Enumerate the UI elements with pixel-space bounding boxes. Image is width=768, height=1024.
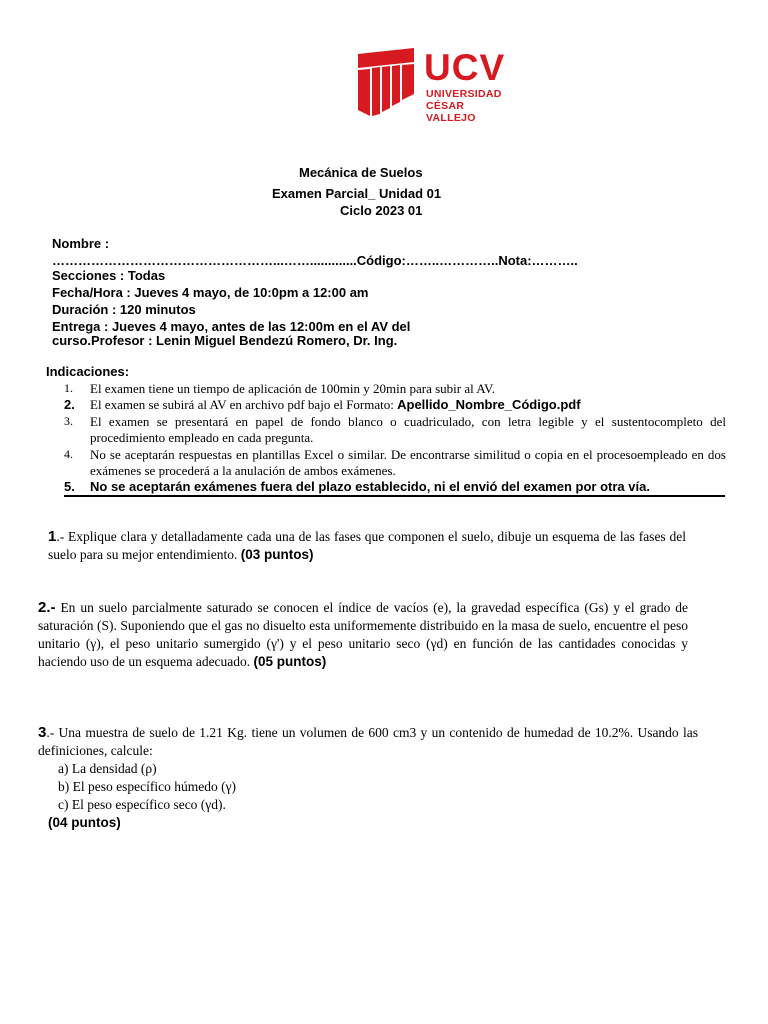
indicacion-text: El examen se presentará en papel de fondo blanco o cuadriculado, con letra legible y el sustentocompleto del procedimiento empleado en cada pregunta. [90, 414, 726, 445]
question-text: Explique clara y detalladamente cada una de las fases que componen el suelo, dibuje un esquema de las fases del suelo para su mejor entendimiento. [48, 529, 686, 562]
indicacion-text-part: El examen se subirá al AV en archivo pdf bajo el Formato: [90, 397, 398, 412]
question-1 [48, 528, 686, 564]
indicaciones-heading: Indicaciones: [46, 364, 130, 379]
name-code-grade-line: ……………………………………………...…….............Código:……..…………..Nota:……….. [52, 253, 578, 268]
subitem-a: a) La densidad (ρ) [58, 761, 157, 776]
secciones-line: Secciones : Todas [52, 268, 166, 283]
fecha-hora-line: Fecha/Hora : Jueves 4 mayo, de 10:0pm a 12:00 am [52, 285, 369, 300]
profesor-line: curso.Profesor : Lenin Miguel Bendezú Romero, Dr. Ing. [52, 333, 398, 348]
question-text: Una muestra de suelo de 1.21 Kg. tiene un volumen de 600 cm3 y un contenido de humedad de 10.2%. Usando las definiciones, calcule: [38, 725, 698, 758]
course-title: Mecánica de Suelos [299, 165, 423, 180]
question-points: (05 puntos) [253, 654, 327, 669]
subitem-b: b) El peso específico húmedo (γ) [58, 779, 237, 794]
indicacion-text [90, 397, 726, 413]
indicacion-number: 2. [64, 397, 75, 412]
question-number: 1 [48, 528, 57, 545]
logo-line1: UNIVERSIDAD [426, 88, 502, 100]
subitem-c: c) El peso específico seco (γd). [58, 797, 226, 812]
indicacion-number: 1. [64, 381, 73, 395]
entrega-line: Entrega : Jueves 4 mayo, antes de las 12:00m en el AV del [52, 319, 411, 334]
question-separator: .- [46, 725, 59, 740]
nombre-label: Nombre : [52, 236, 110, 251]
logo-wordmark: UCV [424, 47, 506, 88]
exam-title: Examen Parcial_ Unidad 01 [272, 186, 442, 201]
cycle-title: Ciclo 2023 01 [340, 203, 423, 218]
logo-line2: CÉSAR VALLEJO [426, 100, 476, 124]
question-2 [38, 599, 688, 671]
indicacion-number: 5. [64, 479, 75, 494]
indicacion-text: No se aceptarán respuestas en plantillas Excel o similar. De encontrarse similitud o copia en el procesoempleado en dos exámenes se procederá a la anulación de ambos exámenes. [90, 447, 726, 478]
question-separator: .- [56, 529, 69, 544]
filename-format: Apellido_Nombre_Código.pdf [397, 397, 581, 412]
question-text: En un suelo parcialmente saturado se conocen el índice de vacíos (e), la gravedad específica (Gs) y el grado de saturación (S). Suponiendo que el gas no disuelto esta uniformemente distribuido en la masa de suelo, encuentre el peso unitario (γ), el peso unitario sumergido (γ') y el peso unitario seco (γd) en función de las cantidades conocidas y haciendo uso de un esquema adecuado. [38, 600, 688, 669]
question-number: 2.- [38, 599, 56, 616]
indicacion-number: 3. [64, 414, 73, 428]
question-number: 3 [38, 724, 47, 741]
question-3 [38, 724, 698, 760]
duracion-line: Duración : 120 minutos [52, 302, 196, 317]
ucv-emblem-icon [358, 48, 414, 116]
question-points: (03 puntos) [240, 547, 314, 562]
indicacion-number: 4. [64, 447, 73, 461]
section-divider [64, 495, 725, 497]
university-logo [358, 47, 508, 124]
question-3-points: (04 puntos) [48, 815, 121, 830]
indicacion-text: No se aceptarán exámenes fuera del plazo establecido, ni el envió del examen por otra vía. [90, 479, 650, 494]
indicacion-text: El examen tiene un tiempo de aplicación de 100min y 20min para subir al AV. [90, 381, 495, 396]
